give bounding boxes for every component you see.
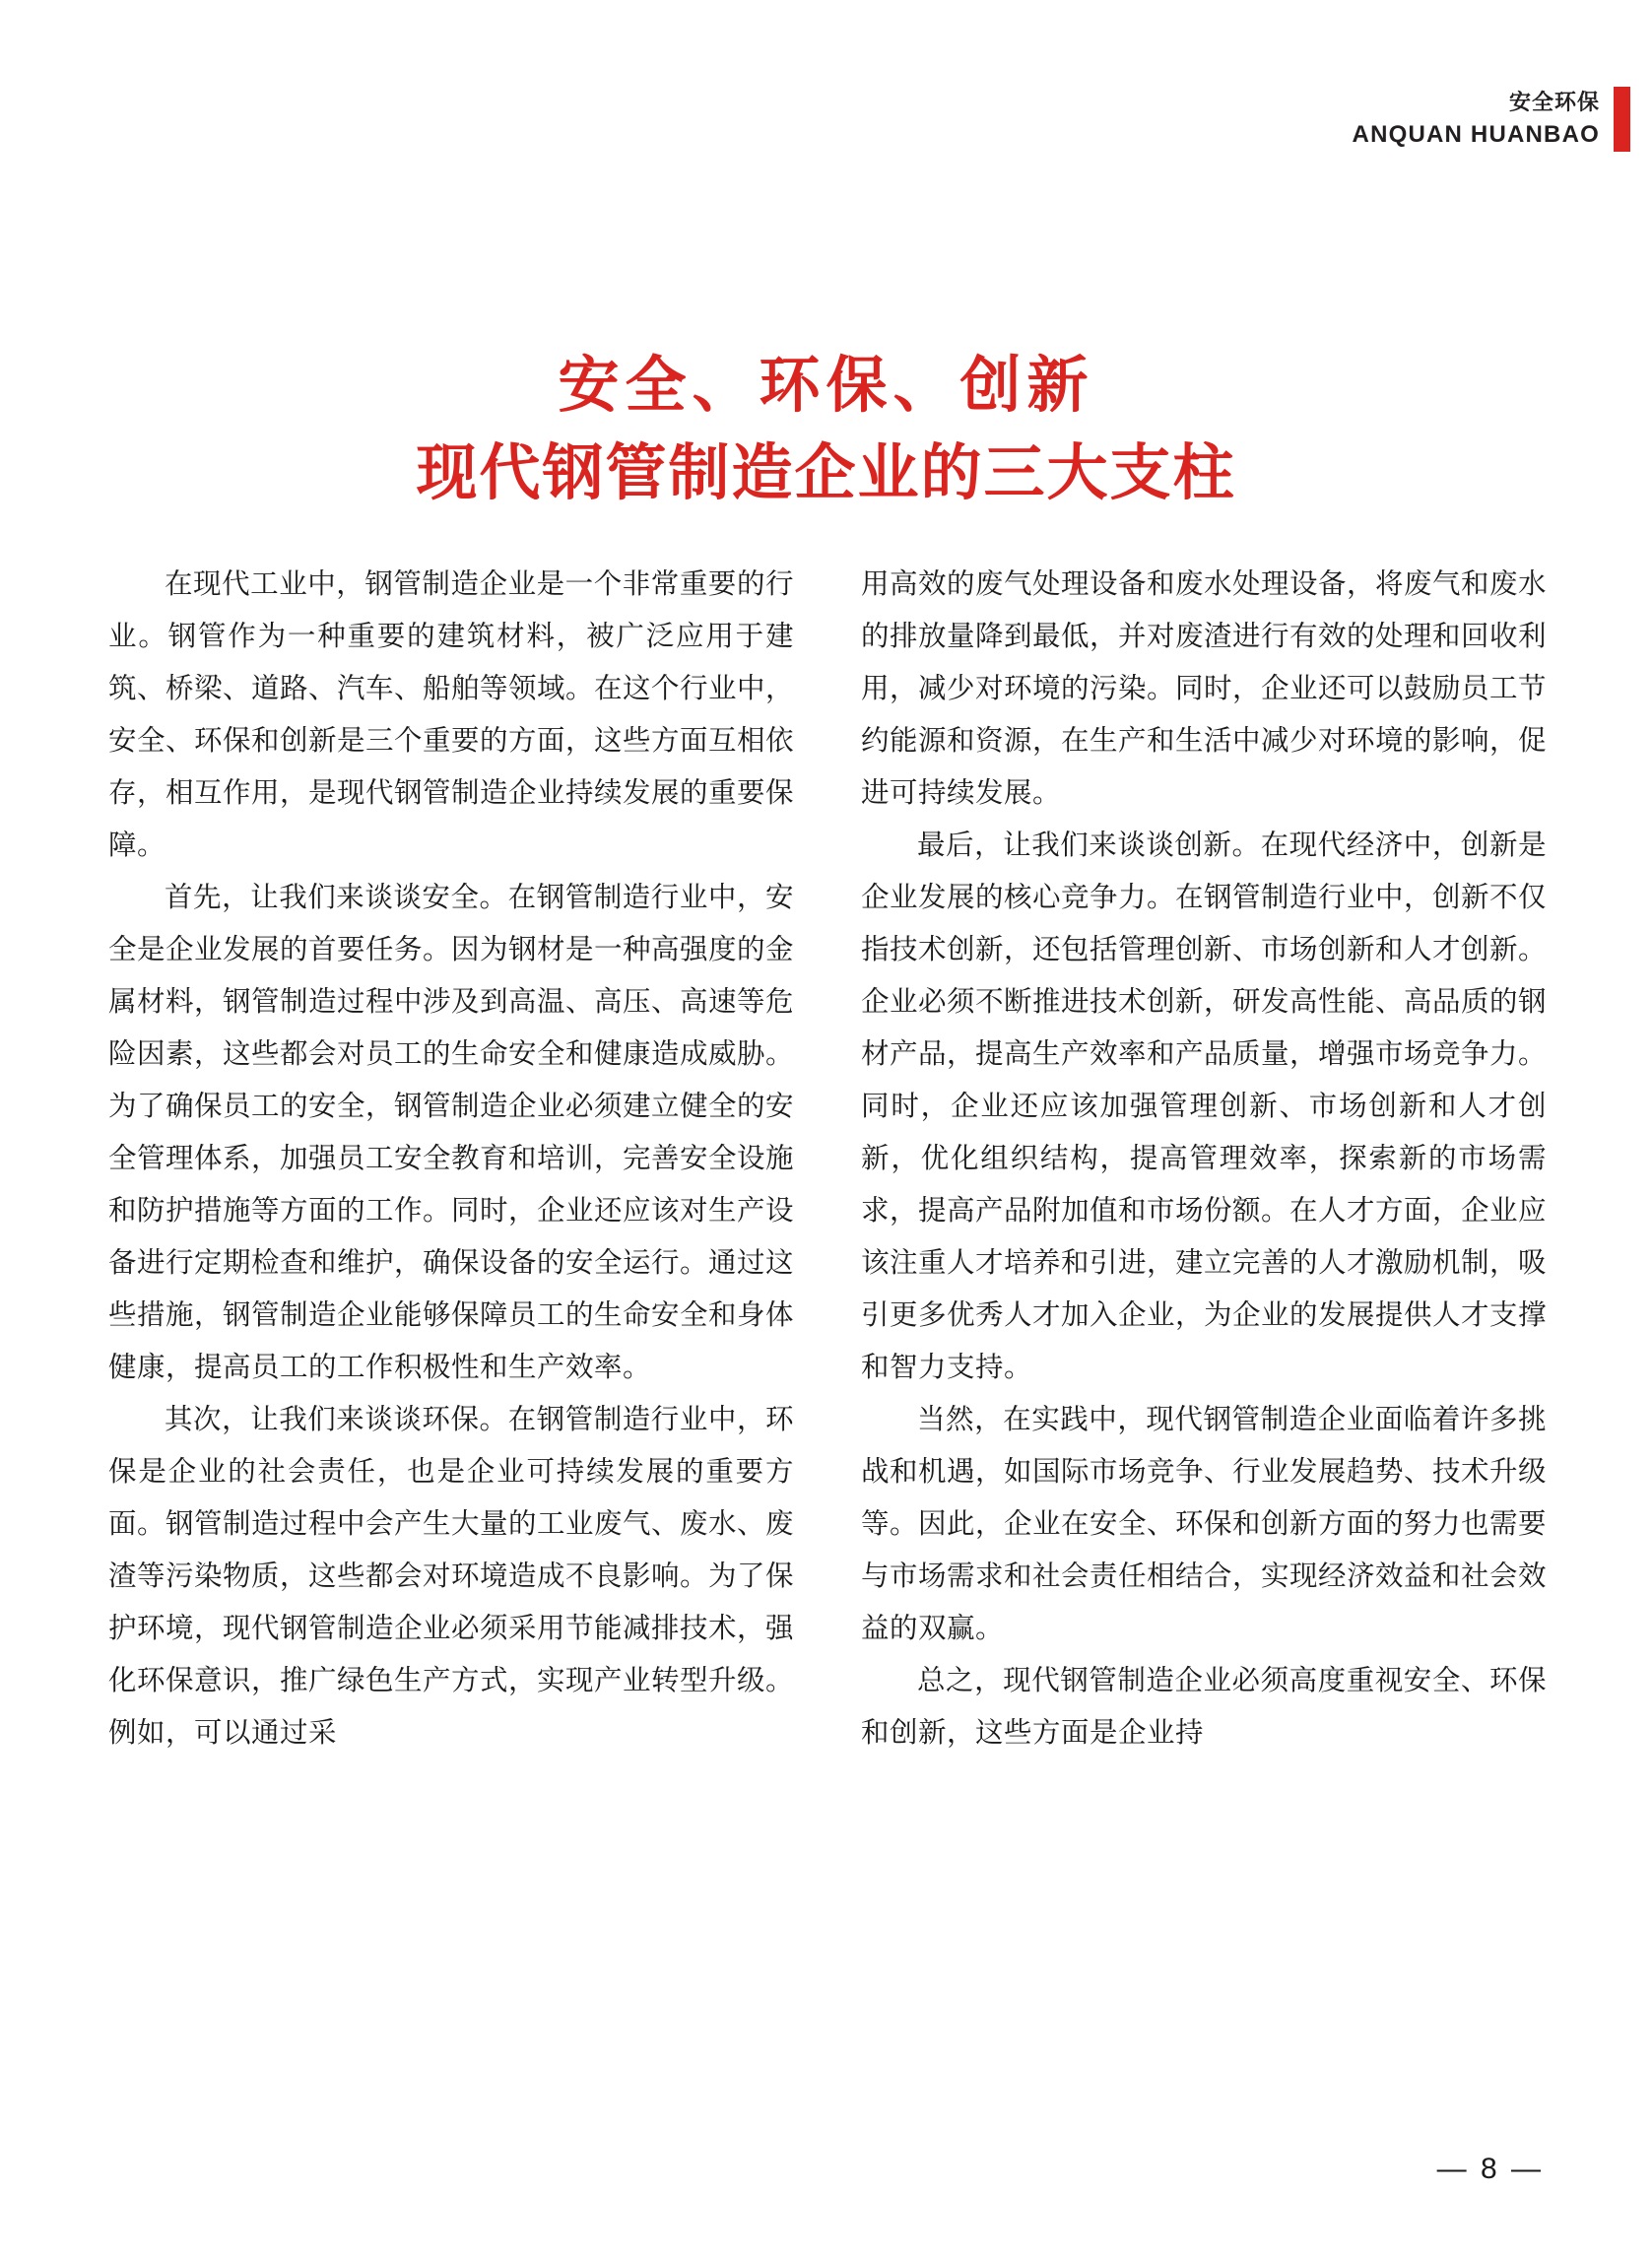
page-header bbox=[1353, 87, 1652, 152]
header-section-title-en: ANQUAN HUANBAO bbox=[1352, 120, 1600, 148]
page-title-line-2: 现代钢管制造企业的三大支柱 bbox=[416, 435, 1236, 508]
paragraph: 在现代工业中，钢管制造企业是一个非常重要的行业。钢管作为一种重要的建筑材料，被广泛应用于建筑、桥梁、道路、汽车、船舶等领域。在这个行业中，安全、环保和创新是三个重要的方面，这些方面互相依存，相互作用，是现代钢管制造企业持续发展的重要保障。 bbox=[108, 567, 795, 861]
column-right bbox=[861, 558, 1547, 1759]
header-accent-bar bbox=[1614, 87, 1630, 152]
header-text-group bbox=[1353, 90, 1600, 149]
page-title-line-1: 安全、环保、创新 bbox=[558, 349, 1094, 421]
paragraph: 总之，现代钢管制造企业必须高度重视安全、环保和创新，这些方面是企业持 bbox=[861, 1664, 1547, 1749]
paragraph: 当然，在实践中，现代钢管制造企业面临着许多挑战和机遇，如国际市场竞争、行业发展趋势、技术升级等。因此，企业在安全、环保和创新方面的努力也需要与市场需求和社会责任相结合，实现经济效益和社会效益的双赢。 bbox=[861, 1403, 1548, 1644]
paragraph: 用高效的废气处理设备和废水处理设备，将废气和废水的排放量降到最低，并对废渣进行有效的处理和回收利用，减少对环境的污染。同时，企业还可以鼓励员工节约能源和资源，在生产和生活中减少对环境的影响，促进可持续发展。 bbox=[861, 567, 1548, 809]
paragraph: 首先，让我们来谈谈安全。在钢管制造行业中，安全是企业发展的首要任务。因为钢材是一种高强度的金属材料，钢管制造过程中涉及到高温、高压、高速等危险因素，这些都会对员工的生命安全和健康造成威胁。为了确保员工的安全，钢管制造企业必须建立健全的安全管理体系，加强员工安全教育和培训，完善安全设施和防护措施等方面的工作。同时，企业还应该对生产设备进行定期检查和维护，确保设备的安全运行。通过这些措施，钢管制造企业能够保障员工的生命安全和身体健康，提高员工的工作积极性和生产效率。 bbox=[108, 881, 795, 1383]
column-left bbox=[108, 558, 794, 1759]
paragraph: 其次，让我们来谈谈环保。在钢管制造行业中，环保是企业的社会责任，也是企业可持续发展的重要方面。钢管制造过程中会产生大量的工业废气、废水、废渣等污染物质，这些都会对环境造成不良影响。为了保护环境，现代钢管制造企业必须采用节能减排技术，强化环保意识，推广绿色生产方式，实现产业转型升级。例如，可以通过采 bbox=[108, 1403, 795, 1749]
header-section-title-cn: 安全环保 bbox=[1508, 89, 1600, 114]
page-number: — 8 — bbox=[1436, 2153, 1544, 2185]
article-body bbox=[108, 558, 1547, 1759]
article-title bbox=[0, 347, 1652, 511]
paragraph: 最后，让我们来谈谈创新。在现代经济中，创新是企业发展的核心竞争力。在钢管制造行业中，创新不仅指技术创新，还包括管理创新、市场创新和人才创新。企业必须不断推进技术创新，研发高性能、高品质的钢材产品，提高生产效率和产品质量，增强市场竞争力。同时，企业还应该加强管理创新、市场创新和人才创新，优化组织结构，提高管理效率，探索新的市场需求，提高产品附加值和市场份额。在人才方面，企业应该注重人才培养和引进，建立完善的人才激励机制，吸引更多优秀人才加入企业，为企业的发展提供人才支撑和智力支持。 bbox=[861, 829, 1548, 1383]
